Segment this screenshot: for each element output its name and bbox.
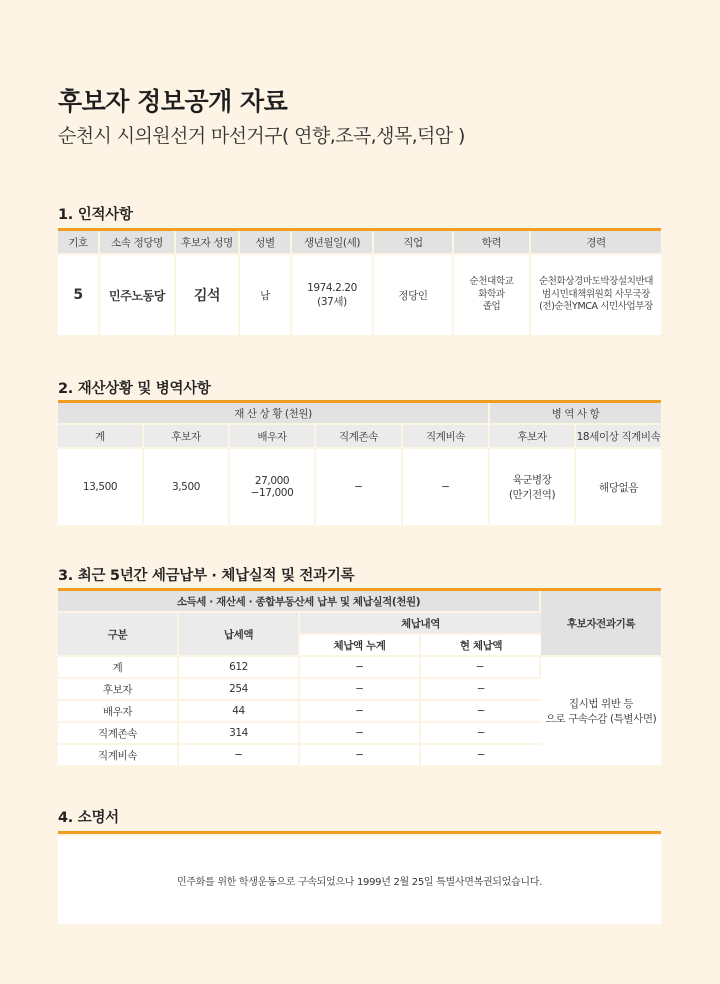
header-spouse: 배우자 <box>230 425 316 449</box>
header-education: 학력 <box>454 231 531 255</box>
military-candidate <box>490 449 576 527</box>
header-military-candidate: 후보자 <box>490 425 576 449</box>
page-title: 후보자 정보공개 자료 <box>58 87 288 116</box>
tax-row-arrears-total: − <box>300 657 421 679</box>
property-ascendant: − <box>316 449 403 527</box>
header-paid: 납세액 <box>179 613 300 657</box>
career-line: 범시민대책위원회 사무국장 <box>542 288 650 300</box>
tax-row-paid: 44 <box>179 701 300 723</box>
section-statement-title: 4. 소명서 <box>58 810 119 826</box>
property-military-table <box>58 403 661 527</box>
military-line: (만기전역) <box>508 489 556 501</box>
education-line: 졸업 <box>482 301 501 313</box>
education-line: 화학과 <box>478 288 505 300</box>
header-military-child: 18세이상 직계비속 <box>576 425 661 449</box>
tax-row-arrears-current: − <box>421 723 541 745</box>
tax-row-label: 후보자 <box>58 679 179 701</box>
tax-row-paid: 612 <box>179 657 300 679</box>
property-candidate: 3,500 <box>144 449 230 527</box>
tax-row-label: 직계비속 <box>58 745 179 767</box>
header-category: 구분 <box>58 613 179 657</box>
tax-row-arrears-current: − <box>421 679 541 701</box>
criminal-line: 으로 구속수감 (특별사면) <box>545 713 657 725</box>
header-name: 후보자 성명 <box>176 231 240 255</box>
section-tax-title: 3. 최근 5년간 세금납부 · 체납실적 및 전과기록 <box>58 568 355 584</box>
spouse-line: 27,000 <box>254 475 290 487</box>
military-group-header: 병 역 사 항 <box>490 403 661 425</box>
tax-row-arrears-total: − <box>300 701 421 723</box>
section-personal-title: 1. 인적사항 <box>58 207 133 223</box>
page-subtitle: 순천시 시의원선거 마선거구( 연향,조곡,생목,덕암 ) <box>58 125 465 147</box>
header-candidate: 후보자 <box>144 425 230 449</box>
tax-row-label: 배우자 <box>58 701 179 723</box>
property-spouse <box>230 449 316 527</box>
header-arrears-total: 체납액 누계 <box>300 635 421 657</box>
tax-criminal-table <box>58 591 661 767</box>
tax-row-label: 직계존속 <box>58 723 179 745</box>
header-descendant: 직계비속 <box>403 425 490 449</box>
property-group-header: 재 산 상 황 (천원) <box>58 403 490 425</box>
statement-text: 민주화를 위한 학생운동으로 구속되었으나 1999년 2월 25일 특별사면복권되었습니다. <box>58 836 661 924</box>
tax-row-arrears-total: − <box>300 679 421 701</box>
spouse-line: −17,000 <box>250 487 294 499</box>
military-child: 해당없음 <box>576 449 661 527</box>
header-ascendant: 직계존속 <box>316 425 403 449</box>
party-name: 민주노동당 <box>100 255 176 337</box>
section-statement-rule <box>58 831 661 834</box>
header-arrears: 체납내역 <box>300 613 541 635</box>
tax-row-paid: − <box>179 745 300 767</box>
tax-row-arrears-current: − <box>421 745 541 767</box>
tax-row-paid: 314 <box>179 723 300 745</box>
header-career: 경력 <box>531 231 661 255</box>
property-descendant: − <box>403 449 490 527</box>
criminal-record <box>541 657 661 767</box>
education-cell <box>454 255 531 337</box>
tax-row-arrears-current: − <box>421 657 541 679</box>
section-property-title: 2. 재산상황 및 병역사항 <box>58 381 211 397</box>
tax-group-header: 소득세 · 재산세 · 종합부동산세 납부 및 체납실적(천원) <box>58 591 541 613</box>
header-gender: 성별 <box>240 231 292 255</box>
candidate-name: 김석 <box>176 255 240 337</box>
header-birth: 생년월일(세) <box>292 231 374 255</box>
property-total: 13,500 <box>58 449 144 527</box>
tax-row-arrears-total: − <box>300 723 421 745</box>
military-line: 육군병장 <box>512 474 552 486</box>
education-line: 순천대학교 <box>469 275 514 287</box>
criminal-header: 후보자전과기록 <box>541 591 661 657</box>
header-number: 기호 <box>58 231 100 255</box>
tax-row-arrears-total: − <box>300 745 421 767</box>
header-arrears-current: 현 체납액 <box>421 635 541 657</box>
career-cell <box>531 255 661 337</box>
header-party: 소속 정당명 <box>100 231 176 255</box>
tax-row-paid: 254 <box>179 679 300 701</box>
tax-row-label: 계 <box>58 657 179 679</box>
criminal-line: 집시법 위반 등 <box>568 698 634 710</box>
age: (37세) <box>317 295 347 308</box>
birth-date: 1974.2.20 <box>307 281 357 294</box>
career-line: (전)순천YMCA 시민사업부장 <box>539 301 653 313</box>
personal-info-table <box>58 231 661 337</box>
job: 정당인 <box>374 255 454 337</box>
career-line: 순천화상경마도박장설치반대 <box>538 275 654 287</box>
header-total: 계 <box>58 425 144 449</box>
tax-row-arrears-current: − <box>421 701 541 723</box>
candidate-number: 5 <box>58 255 100 337</box>
header-job: 직업 <box>374 231 454 255</box>
gender: 남 <box>240 255 292 337</box>
birth-cell <box>292 255 374 337</box>
